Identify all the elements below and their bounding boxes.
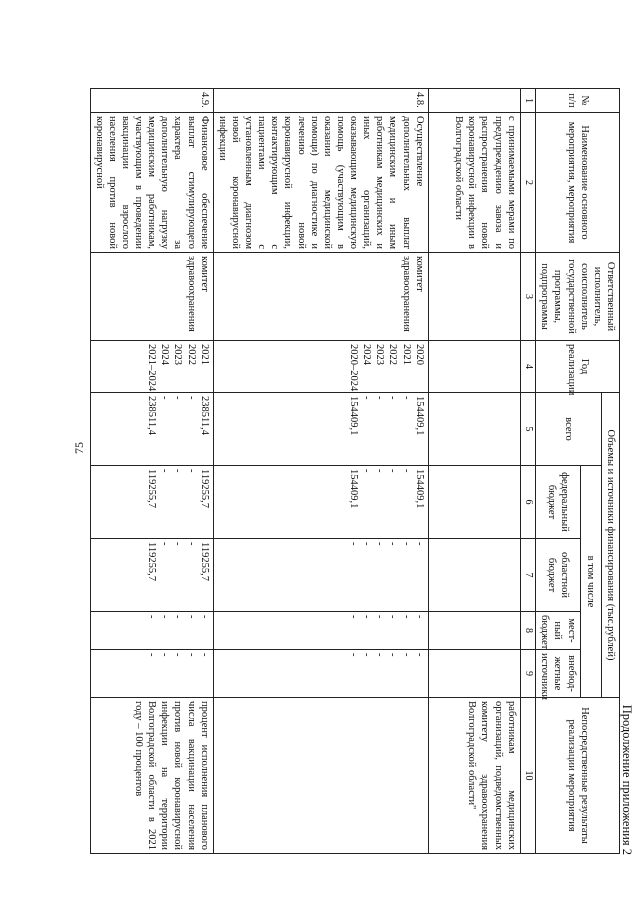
cell-value: -: [146, 615, 158, 619]
row-num: [428, 89, 520, 113]
cell-value: -: [400, 396, 412, 400]
row-name: Финансовое обеспечение выплат стимулирующего характера за дополнительную нагрузку медицинским работникам, участвующим в проведении вакцинации взрослого населения против новой коронавирусной: [90, 113, 213, 253]
cell-value: -: [172, 469, 184, 473]
cell-value: -: [361, 615, 373, 619]
row-federal: [213, 466, 428, 539]
table-row: [90, 89, 213, 854]
cell-value: -: [361, 653, 373, 657]
cell-value: -: [172, 542, 184, 546]
row-name: Осуществление дополнительных выплат медицинским и иным работникам медицинских и иных организаций, оказывающим медицинскую помощь (участвующим в оказании медицинской помощи) по диагностике и лечению новой коронавирусной инфекции, контактирующим с пациентами с установленным диагнозом новой коронавирусной инфекции: [213, 113, 428, 253]
cell-value: -: [374, 469, 386, 473]
cell-value: 2021: [198, 344, 210, 365]
cell-value: -: [374, 615, 386, 619]
cell-value: -: [400, 653, 412, 657]
cell-value: 154409,1: [413, 396, 425, 436]
row-federal: [90, 466, 213, 539]
header-num: № п/п: [536, 89, 620, 113]
cell-value: 2020: [413, 344, 425, 365]
header-federal: федеральный бюджет: [536, 466, 580, 539]
row-regional: [428, 539, 520, 612]
row-offbudget: [428, 650, 520, 698]
row-regional: [213, 539, 428, 612]
appendix-continuation-note: Продолжение приложения 2: [620, 704, 634, 855]
row-local: [213, 612, 428, 650]
cell-value: -: [387, 396, 399, 400]
header-including: в том числе: [580, 466, 601, 698]
cell-value: -: [361, 542, 373, 546]
cell-value: -: [361, 396, 373, 400]
cell-value: -: [159, 396, 171, 400]
cell-value: -: [348, 653, 360, 657]
header-results: Непосредственные результаты реализации мероприятия: [536, 698, 620, 854]
cell-value: -: [413, 615, 425, 619]
row-local: [428, 612, 520, 650]
cell-value: 119255,7: [146, 542, 158, 581]
cell-value: -: [172, 615, 184, 619]
cell-value: -: [387, 469, 399, 473]
header-offbudget: внебюд- жетные источники: [536, 650, 580, 698]
cell-value: -: [185, 542, 197, 546]
cell-value: 2022: [387, 344, 399, 365]
col-number: 4: [520, 341, 536, 393]
row-years: [428, 341, 520, 393]
row-local: [90, 612, 213, 650]
row-result: процент исполнения планового числа вакцинации населения против новой коронавирусной инфекции на территории Волгоградской области в 2021 году – 100 процентов: [90, 698, 213, 854]
row-years: [90, 341, 213, 393]
header-name: Наименование основного мероприятия, мероприятия: [536, 113, 620, 253]
row-num: 4.8.: [213, 89, 428, 113]
col-number: 1: [520, 89, 536, 113]
col-number: 3: [520, 253, 536, 341]
row-num: 4.9.: [90, 89, 213, 113]
cell-value: -: [374, 542, 386, 546]
row-total: [428, 393, 520, 466]
cell-value: -: [159, 542, 171, 546]
col-number: 9: [520, 650, 536, 698]
page-number: 75: [72, 442, 86, 454]
header-local: мест- ный бюджет: [536, 612, 580, 650]
cell-value: -: [400, 542, 412, 546]
table-row: [428, 89, 520, 854]
col-number: 2: [520, 113, 536, 253]
cell-value: -: [413, 653, 425, 657]
row-result: работникам медицинских организаций, подведомственных комитету здравоохранения Волгоградской области": [428, 698, 520, 854]
row-total: [213, 393, 428, 466]
header-year: Год реализации: [536, 341, 620, 393]
cell-value: -: [387, 615, 399, 619]
row-offbudget: [213, 650, 428, 698]
cell-value: 238511,4: [198, 396, 210, 435]
row-result: [213, 698, 428, 854]
cell-value: -: [146, 653, 158, 657]
cell-value: -: [185, 396, 197, 400]
cell-value: 119255,7: [198, 469, 210, 508]
cell-value: -: [413, 542, 425, 546]
table-row: [213, 89, 428, 854]
cell-value: -: [172, 653, 184, 657]
cell-value: -: [400, 469, 412, 473]
cell-value: 2021: [400, 344, 412, 365]
cell-value: -: [400, 615, 412, 619]
col-number: 8: [520, 612, 536, 650]
cell-value: -: [185, 469, 197, 473]
row-federal: [428, 466, 520, 539]
cell-value: 2024: [159, 344, 171, 365]
row-name: с принимаемыми мерами по предупреждению завоза и распространения новой коронавирусной инфекции в Волгоградской области: [428, 113, 520, 253]
col-number: 10: [520, 698, 536, 854]
header-executor: Ответственный исполнитель, соисполнитель государственной программы, подпрограммы: [536, 253, 620, 341]
row-executor: [428, 253, 520, 341]
column-number-row: [520, 89, 536, 854]
cell-value: -: [172, 396, 184, 400]
cell-value: 2023: [172, 344, 184, 365]
cell-value: 154409,1: [348, 396, 360, 436]
cell-value: -: [374, 653, 386, 657]
row-total: [90, 393, 213, 466]
cell-value: 2023: [374, 344, 386, 365]
cell-value: 154409,1: [413, 469, 425, 509]
cell-value: -: [361, 469, 373, 473]
cell-value: 154409,1: [348, 469, 360, 509]
cell-value: -: [159, 469, 171, 473]
cell-value: -: [198, 615, 210, 619]
cell-value: -: [185, 653, 197, 657]
cell-value: 119255,7: [198, 542, 210, 581]
col-number: 6: [520, 466, 536, 539]
cell-value: 2024: [361, 344, 373, 365]
cell-value: 119255,7: [146, 469, 158, 508]
cell-value: -: [185, 615, 197, 619]
financing-table: [90, 88, 620, 854]
cell-value: 2021–2024: [146, 344, 158, 392]
cell-value: -: [159, 653, 171, 657]
cell-value: -: [348, 542, 360, 546]
row-years: [213, 341, 428, 393]
header-funding: Объемы и источники финансирования (тыс.рублей): [601, 393, 619, 698]
row-executor: комитет здравоохранения: [213, 253, 428, 341]
col-number: 7: [520, 539, 536, 612]
header-total: всего: [536, 393, 602, 466]
cell-value: -: [387, 542, 399, 546]
cell-value: 2022: [185, 344, 197, 365]
header-regional: областной бюджет: [536, 539, 580, 612]
cell-value: -: [198, 653, 210, 657]
cell-value: 2020–2024: [348, 344, 360, 392]
cell-value: -: [159, 615, 171, 619]
col-number: 5: [520, 393, 536, 466]
row-regional: [90, 539, 213, 612]
cell-value: 238511,4: [146, 396, 158, 435]
row-executor: комитет здравоохранения: [90, 253, 213, 341]
cell-value: -: [374, 396, 386, 400]
cell-value: -: [348, 615, 360, 619]
cell-value: -: [387, 653, 399, 657]
row-offbudget: [90, 650, 213, 698]
